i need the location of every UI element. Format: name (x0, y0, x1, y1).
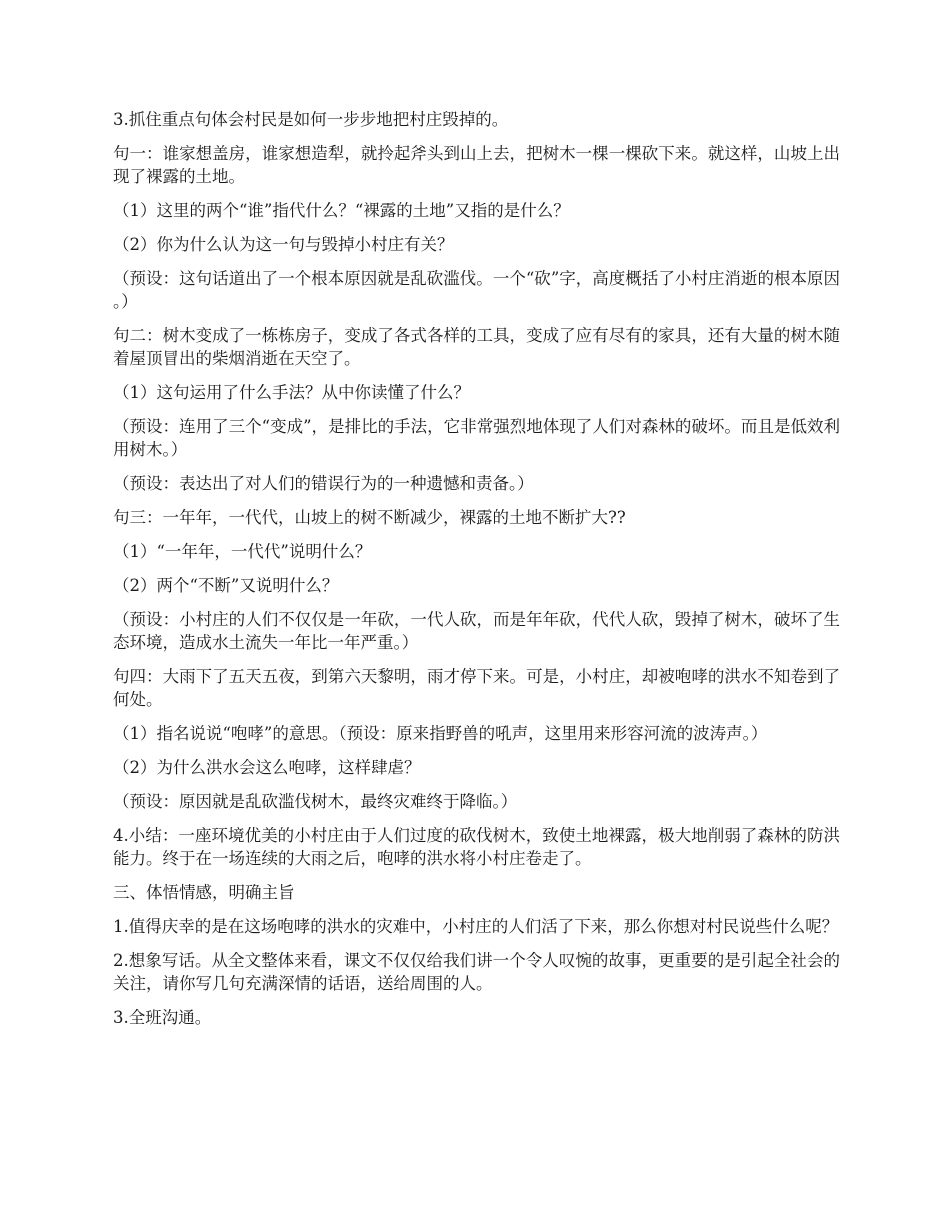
paragraph: （1）这句运用了什么手法？从中你读懂了什么？ (113, 383, 470, 402)
paragraph: （预设：连用了三个“变成”，是排比的手法，它非常强烈地体现了人们对森林的破坏。而且是低效利用树木。） (113, 417, 840, 459)
paragraph: （预设：表达出了对人们的错误行为的一种遗憾和责备。） (113, 474, 534, 493)
paragraph: （预设：这句话道出了一个根本原因就是乱砍滥伐。一个“砍”字，高度概括了小村庄消逝的根本原因。） (113, 269, 840, 311)
paragraph: 句二：树木变成了一栋栋房子，变成了各式各样的工具，变成了应有尽有的家具，还有大量的树木随着屋顶冒出的柴烟消逝在天空了。 (113, 326, 840, 368)
paragraph: 3.全班沟通。 (113, 1008, 212, 1027)
paragraph: （2）为什么洪水会这么咆哮，这样肆虐？ (113, 758, 421, 777)
paragraph: 句三：一年年，一代代，山坡上的树不断减少，裸露的土地不断扩大?? (113, 508, 626, 527)
paragraph: 2.想象写话。从全文整体来看，课文不仅仅给我们讲一个令人叹惋的故事，更重要的是引起全社会的关注，请你写几句充满深情的话语，送给周围的人。 (113, 951, 840, 993)
paragraph: 1.值得庆幸的是在这场咆哮的洪水的灾难中，小村庄的人们活了下来，那么你想对村民说些什么呢？ (113, 917, 839, 936)
paragraph: （1）这里的两个“谁”指代什么？“裸露的土地”又指的是什么？ (113, 201, 570, 220)
paragraph: 3.抓住重点句体会村民是如何一步步地把村庄毁掉的。 (113, 110, 509, 129)
paragraph: （2）你为什么认为这一句与毁掉小村庄有关？ (113, 235, 454, 254)
paragraph: 句一：谁家想盖房，谁家想造犁，就拎起斧头到山上去，把树木一棵一棵砍下来。就这样，山坡上出现了裸露的土地。 (113, 144, 840, 186)
paragraph: （预设：小村庄的人们不仅仅是一年砍，一代人砍，而是年年砍，代代人砍，毁掉了树木，破坏了生态环境，造成水土流失一年比一年严重。） (113, 610, 840, 652)
paragraph: （1）指名说说“咆哮”的意思。（预设：原来指野兽的吼声，这里用来形容河流的波涛声。） (113, 724, 768, 743)
paragraph: （预设：原因就是乱砍滥伐树木，最终灾难终于降临。） (113, 792, 518, 811)
paragraph: 4.小结：一座环境优美的小村庄由于人们过度的砍伐树木，致使土地裸露，极大地削弱了森林的防洪能力。终于在一场连续的大雨之后，咆哮的洪水将小村庄卷走了。 (113, 826, 840, 868)
document-body (113, 108, 840, 1040)
paragraph: （2）两个“不断”又说明什么？ (113, 576, 339, 595)
section-heading: 三、体悟情感，明确主旨 (113, 883, 295, 902)
paragraph: 句四：大雨下了五天五夜，到第六天黎明，雨才停下来。可是，小村庄，却被咆哮的洪水不知卷到了何处。 (113, 667, 840, 709)
paragraph: （1）“一年年，一代代”说明什么？ (113, 542, 372, 561)
